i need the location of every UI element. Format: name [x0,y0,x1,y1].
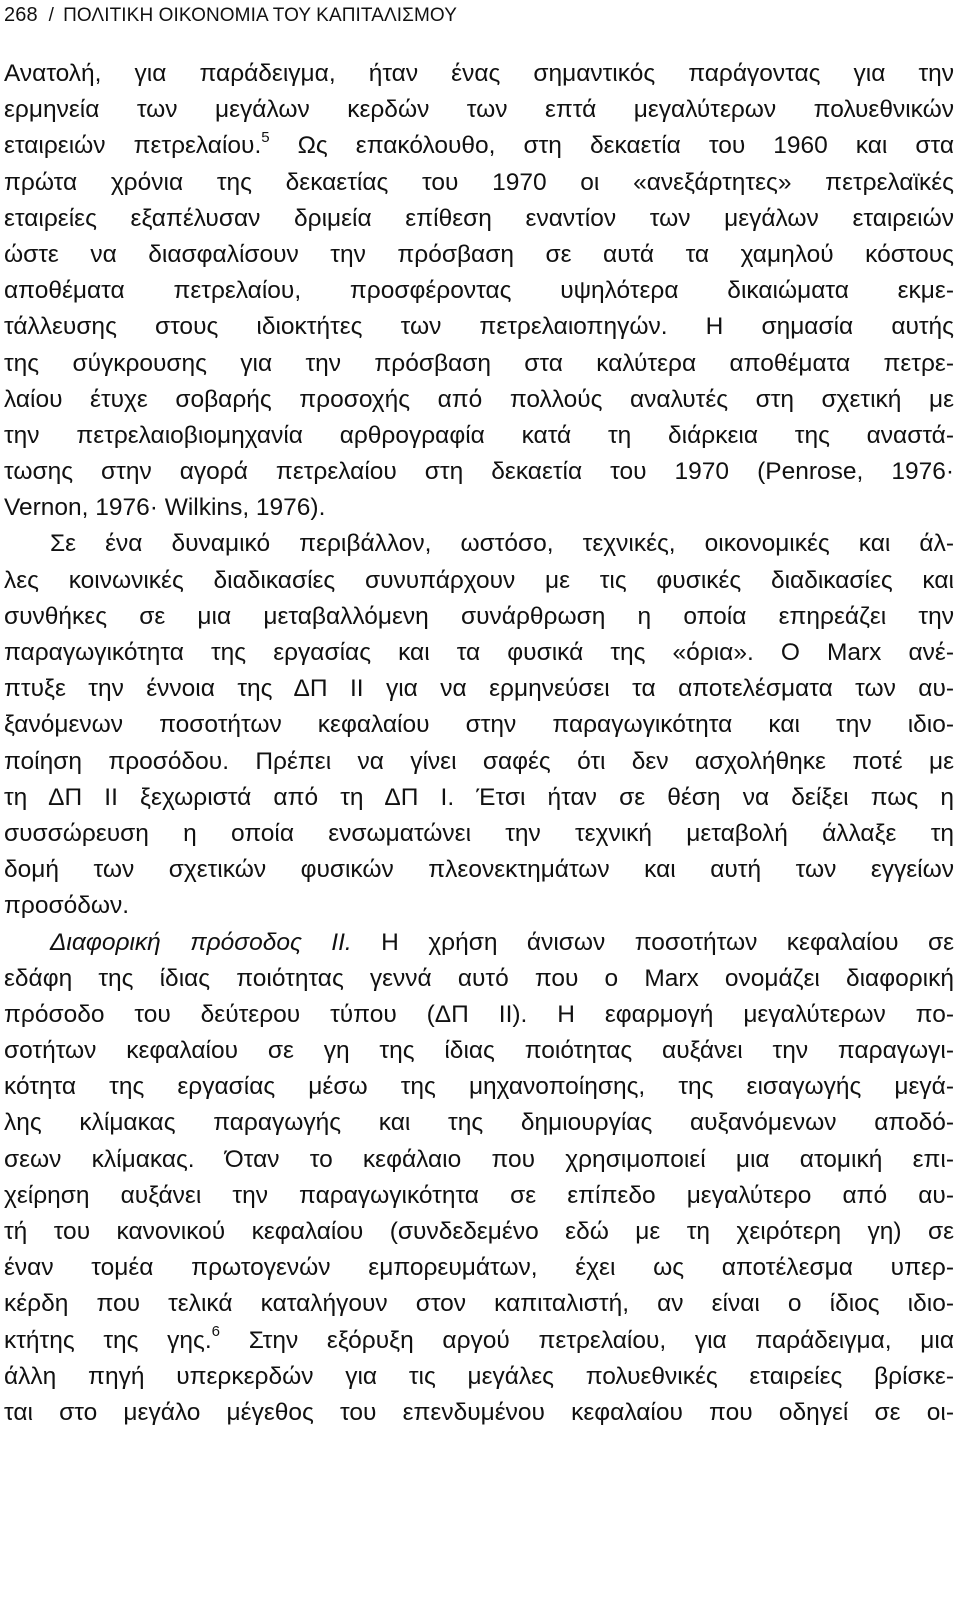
text-line: σοτήτων κεφαλαίου σε γη της ίδιας ποιότητας αυξάνει την παραγωγι- [4,1037,954,1065]
page-number: 268 [4,4,38,26]
header-separator: / [48,5,55,26]
text-line: δομή των σχετικών φυσικών πλεονεκτημάτων και αυτή των εγγείων [4,856,954,884]
text-line: εταιρείες εξαπέλυσαν δριμεία επίθεση εναντίον των μεγάλων εταιρειών [4,204,954,232]
text-line: κέρδη που τελικά καταλήγουν στον καπιταλιστή, αν είναι ο ίδιος ιδιο- [4,1290,954,1318]
text-line: της σύγκρουσης για την πρόσβαση στα καλύτερα αποθέματα πετρε- [4,349,954,377]
running-title: ΠΟΛΙΤΙΚΗ ΟΙΚΟΝΟΜΙΑ ΤΟΥ ΚΑΠΙΤΑΛΙΣΜΟΥ [63,5,457,26]
text-line: ξανόμενων ποσοτήτων κεφαλαίου στην παραγωγικότητα και την ιδιο- [4,711,954,739]
text-line: τή του κανονικού κεφαλαίου (συνδεδεμένο εδώ με τη χειρότερη γη) σε [4,1218,954,1245]
text-line: Σε ένα δυναμικό περιβάλλον, ωστόσο, τεχνικές, οικονομικές και άλ- [50,530,954,558]
text-line: Ανατολή, για παράδειγμα, ήταν ένας σημαντικός παράγοντας για την [4,60,954,87]
text-line: τάλλευσης στους ιδιοκτήτες των πετρελαιοπηγών. Η σημασία αυτής [4,313,954,341]
text-line: πρώτα χρόνια της δεκαετίας του 1970 οι «ανεξάρτητες» πετρελαϊκές [4,168,954,196]
text-line: ερμηνεία των μεγάλων κερδών των επτά μεγαλύτερων πολυεθνικών [4,96,954,124]
text-line: σεων κλίμακας. Όταν το κεφάλαιο που χρησιμοποιεί μια ατομική επι- [4,1145,954,1173]
text-line: πρόσοδο του δεύτερου τύπου (ΔΠ ΙΙ). Η εφαρμογή μεγαλύτερων πο- [4,1000,954,1028]
text-line: χείρηση αυξάνει την παραγωγικότητα σε επίπεδο μεγαλύτερο από αυ- [4,1181,954,1209]
text-segment: κτήτης της γης. [4,1326,212,1354]
text-line: τωσης στην αγορά πετρελαίου στη δεκαετία του 1970 (Penrose, 1976· [4,458,954,486]
text-line: πτυξε την έννοια της ΔΠ ΙΙ για να ερμηνεύσει τα αποτελέσματα των αυ- [4,675,954,703]
text-line: ώστε να διασφαλίσουν την πρόσβαση σε αυτά τα χαμηλού κόστους [4,240,954,268]
body-text [4,56,954,1431]
text-segment: Η χρήση άνισων ποσοτήτων κεφαλαίου σε [351,928,954,956]
section-heading-italic: Διαφορική πρόσοδος ΙΙ. [50,928,352,956]
text-line: ται στο μεγάλο μέγεθος του επενδυμένου κεφαλαίου που οδηγεί σε οι- [4,1398,954,1426]
text-line: κότητα της εργασίας μέσω της μηχανοποίησης, της εισαγωγής μεγά- [4,1073,954,1101]
text-line: λης κλίμακας παραγωγής και της δημιουργίας αυξανόμενων αποδό- [4,1109,954,1137]
text-segment: Στην εξόρυξη αργού πετρελαίου, για παράδειγμα, μια [220,1326,955,1354]
text-line: προσόδων. [4,892,130,920]
text-line: λες κοινωνικές διαδικασίες συνυπάρχουν με τις φυσικές διαδικασίες και [4,566,954,594]
text-line [4,1323,954,1359]
text-line: εδάφη της ίδιας ποιότητας γεννά αυτό που ο Marx ονομάζει διαφορική [4,964,954,992]
text-line: Vernon, 1976· Wilkins, 1976). [4,494,326,522]
text-line: συσσώρευση η οποία ενσωματώνει την τεχνική μεταβολή άλλαξε τη [4,819,954,847]
text-line [4,925,954,961]
text-line: έναν τομέα πρωτογενών εμπορευμάτων, έχει ως αποτέλεσμα υπερ- [4,1254,954,1282]
footnote-marker[interactable]: 6 [211,1323,221,1341]
text-segment: Ως επακόλουθο, στη δεκαετία του 1960 και στα [269,132,954,160]
running-header [4,0,457,30]
footnote-marker[interactable]: 5 [261,129,270,147]
text-line: τη ΔΠ ΙΙ ξεχωριστά από τη ΔΠ Ι. Έτσι ήταν σε θέση να δείξει πως η [4,783,954,811]
text-line: ποίηση προσόδου. Πρέπει να γίνει σαφές ότι δεν ασχολήθηκε ποτέ με [4,747,954,775]
text-line: παραγωγικότητα της εργασίας και τα φυσικά της «όρια». O Marx ανέ- [4,639,954,666]
text-line: συνθήκες σε μια μεταβαλλόμενη συνάρθρωση η οποία επηρεάζει την [4,602,954,630]
text-line [4,128,954,164]
text-segment: εταιρειών πετρελαίου. [4,132,262,160]
text-line: αποθέματα πετρελαίου, προσφέροντας υψηλότερα δικαιώματα εκμε- [4,277,954,305]
text-line: λαίου έτυχε σοβαρής προσοχής από πολλούς αναλυτές στη σχετική με [4,385,954,413]
text-line: την πετρελαιοβιομηχανία αρθρογραφία κατά τη διάρκεια της αναστά- [4,421,954,449]
text-line: άλλη πηγή υπερκερδών για τις μεγάλες πολυεθνικές εταιρείες βρίσκε- [4,1362,954,1390]
